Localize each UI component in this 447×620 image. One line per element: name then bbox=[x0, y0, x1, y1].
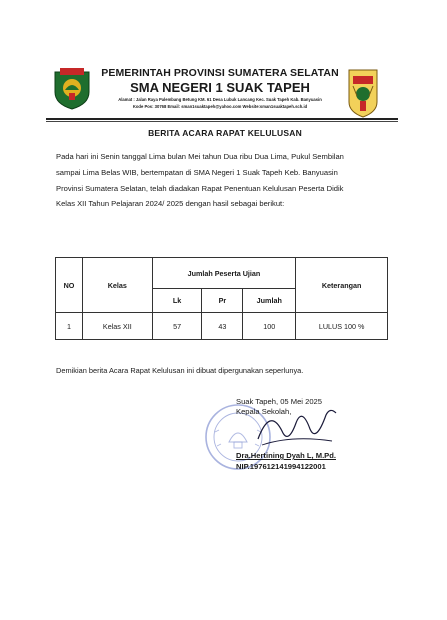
regency-emblem-logo bbox=[345, 68, 381, 118]
paragraph-line: Provinsi Sumatera Selatan, telah diadakan Rapat Penentuan Kelulusan Peserta Didik bbox=[56, 184, 344, 193]
cell-lk: 57 bbox=[152, 313, 202, 340]
principal-nip: NIP.197612141994122001 bbox=[236, 462, 326, 471]
subheader-pr: Pr bbox=[202, 289, 243, 313]
principal-signature bbox=[252, 401, 340, 455]
paragraph-line: Pada hari ini Senin tanggal Lima bulan Mei tahun Dua ribu Dua Lima, Pukul Sembilan bbox=[56, 152, 344, 161]
header-kelas: Kelas bbox=[82, 258, 152, 313]
header-no: NO bbox=[56, 258, 83, 313]
school-address: Alamat : Jalan Raya Palembang Betung KM. 61 Desa Lubuk Lancang Kec. Suak Tapeh Kab. Banyuasin bbox=[118, 97, 322, 102]
cell-pr: 43 bbox=[202, 313, 243, 340]
school-name: SMA NEGERI 1 SUAK TAPEH bbox=[130, 80, 310, 95]
header-jumlah-peserta: Jumlah Peserta Ujian bbox=[152, 258, 296, 289]
cell-keterangan: LULUS 100 % bbox=[296, 313, 388, 340]
cell-kelas: Kelas XII bbox=[82, 313, 152, 340]
letterhead-divider-thick bbox=[46, 118, 398, 120]
province-emblem-logo bbox=[52, 66, 92, 110]
cell-jumlah: 100 bbox=[243, 313, 296, 340]
sign-place-date: Suak Tapeh, 05 Mei 2025 bbox=[236, 397, 322, 406]
government-name: PEMERINTAH PROVINSI SUMATERA SELATAN bbox=[101, 67, 339, 79]
document-title: BERITA ACARA RAPAT KELULUSAN bbox=[148, 128, 302, 138]
subheader-jumlah: Jumlah bbox=[243, 289, 296, 313]
table-row bbox=[56, 313, 388, 340]
paragraph-line: Kelas XII Tahun Pelajaran 2024/ 2025 dengan hasil sebagai berikut: bbox=[56, 199, 285, 208]
school-contact: Kode Pos: 30768 Email: sman1suaktapeh@yahoo.com Website:sman1suaktapeh.sch.id bbox=[132, 104, 308, 109]
header-keterangan: Keterangan bbox=[296, 258, 388, 313]
subheader-lk: Lk bbox=[152, 289, 202, 313]
table-header-row bbox=[56, 258, 388, 289]
paragraph-line: sampai Lima Belas WIB, bertempatan di SMA Negeri 1 Suak Tapeh Keb. Banyuasin bbox=[56, 168, 338, 177]
cell-no: 1 bbox=[56, 313, 83, 340]
graduation-result-table bbox=[55, 257, 388, 340]
letterhead-divider-thin bbox=[46, 121, 398, 122]
sign-position: Kepala Sekolah, bbox=[236, 407, 292, 416]
closing-statement: Demikian berita Acara Rapat Kelulusan ini dibuat dipergunakan seperlunya. bbox=[56, 366, 304, 375]
principal-name: Dra.Hertining Dyah L, M.Pd. bbox=[236, 451, 336, 460]
